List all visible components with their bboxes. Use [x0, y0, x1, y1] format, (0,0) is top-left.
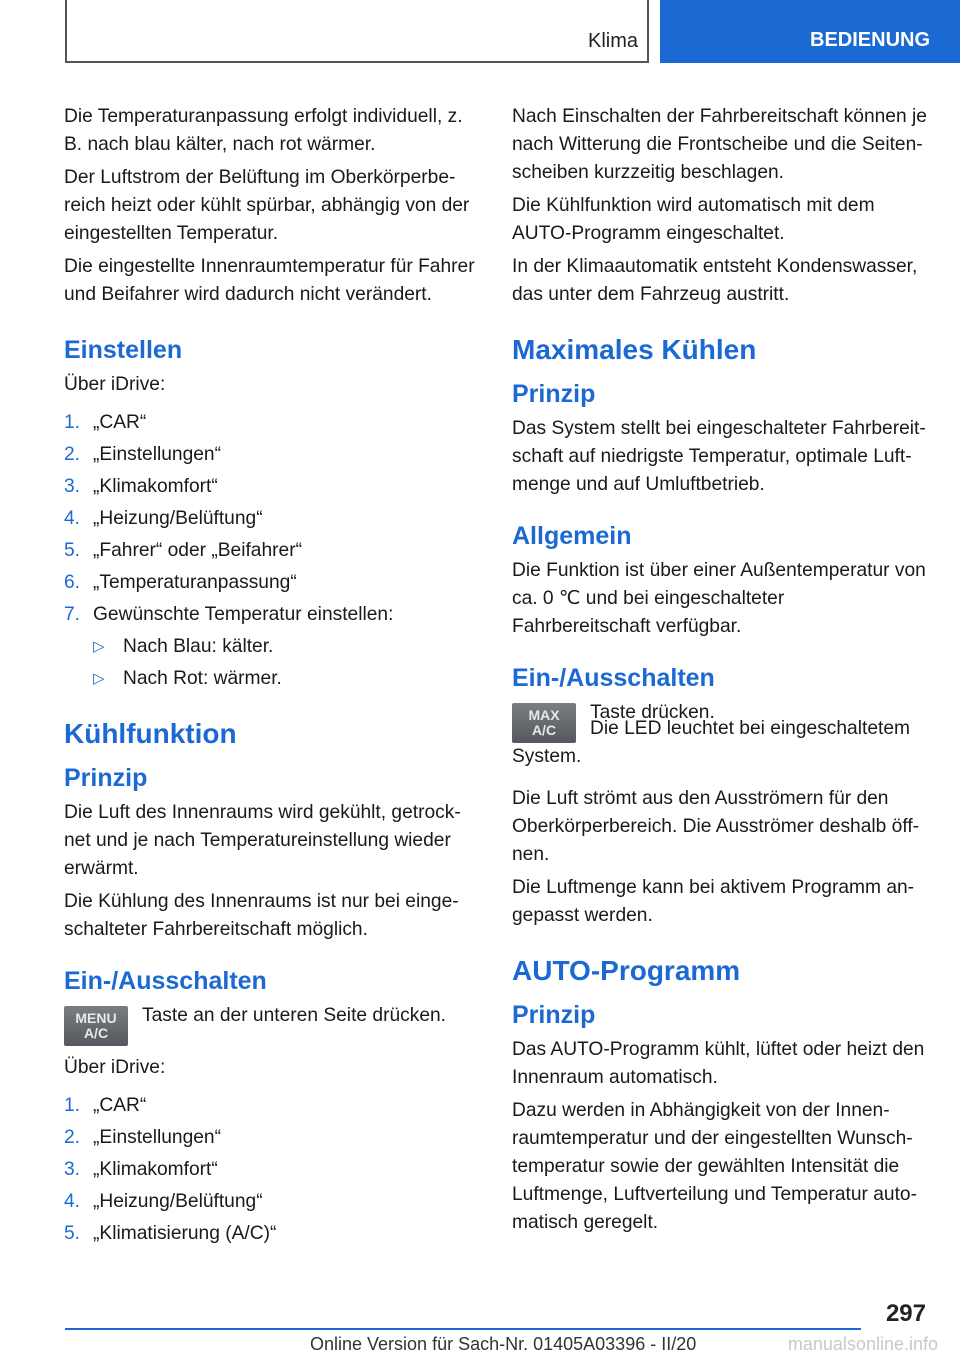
paragraph: Über iDrive: [64, 374, 166, 395]
step-number: 2. [64, 1127, 81, 1148]
paragraph: Die Luft strömt aus den Ausströmern für den Oberkörperbereich. Die Ausströmer deshalb öffnen. [512, 788, 920, 865]
step-text: „Klimakomfort“ [93, 476, 218, 497]
paragraph: Die Luftmenge kann bei aktivem Programm angepasst werden. [512, 877, 915, 926]
menu-ac-row [64, 1002, 479, 1046]
button-label: MAX [528, 707, 560, 723]
step-text: „Einstellungen“ [93, 444, 221, 465]
sub-text: Nach Rot: wärmer. [123, 668, 282, 689]
step-text: „Temperaturanpassung“ [93, 572, 297, 593]
button-label: MENU [75, 1010, 117, 1026]
paragraph: Die eingestellte Innenraumtemperatur für Fahrer und Beifahrer wird dadurch nicht verändert. [64, 256, 475, 305]
heading-prinzip: Prinzip [64, 764, 148, 792]
heading-ein-ausschalten: Ein-/Ausschalten [64, 967, 267, 995]
step-text: „Heizung/Belüftung“ [93, 1191, 263, 1212]
step-number: 5. [64, 1223, 81, 1244]
list-item [64, 1092, 479, 1120]
chapter-tab [660, 0, 960, 63]
step-number: 4. [64, 508, 81, 529]
step-number: 2. [64, 444, 81, 465]
menu-ac-button-icon [64, 1006, 128, 1046]
section-title: Klima [587, 30, 638, 52]
list-item [64, 569, 479, 597]
step-text: „Fahrer“ oder „Beifahrer“ [93, 540, 302, 561]
triangle-bullet-icon: ▷ [93, 670, 105, 687]
watermark: manualsonline.info [787, 1334, 938, 1354]
step-number: 3. [64, 476, 81, 497]
paragraph: Die Funktion ist über einer Außentemperatur von ca. 0 ℃ und bei eingeschalteter Fahrbereitschaft verfügbar. [512, 560, 926, 637]
button-label: A/C [531, 722, 557, 738]
list-item [64, 1156, 479, 1184]
heading-prinzip: Prinzip [512, 380, 596, 408]
step-text: „CAR“ [93, 412, 147, 433]
step-text: Gewünschte Temperatur einstellen: [93, 604, 394, 625]
paragraph: Die Luft des Innenraums wird gekühlt, getrocknet und je nach Temperatureinstellung wieder erwärmt. [64, 802, 461, 879]
right-column [512, 103, 927, 1242]
step-text: „CAR“ [93, 1095, 147, 1116]
paragraph: Die Kühlfunktion wird automatisch mit dem AUTO-Programm eingeschaltet. [512, 195, 875, 244]
steps-list-einstellen [64, 409, 479, 629]
left-column [64, 103, 479, 1252]
step-number: 6. [64, 572, 81, 593]
paragraph: Die Temperaturanpassung erfolgt individuell, z. B. nach blau kälter, nach rot wärmer. [64, 106, 463, 155]
step-number: 5. [64, 540, 81, 561]
paragraph: Taste an der unteren Seite drücken. [142, 1005, 446, 1026]
paragraph: Nach Einschalten der Fahrbereitschaft können je nach Witterung die Frontscheibe und die Seitenscheiben kurzzeitig beschlagen. [512, 106, 927, 183]
heading-auto-programm: AUTO-Programm [512, 955, 741, 986]
step-text: „Klimatisierung (A/C)“ [93, 1223, 277, 1244]
paragraph: In der Klimaautomatik entsteht Kondenswasser, das unter dem Fahrzeug austritt. [512, 256, 918, 305]
list-item [64, 409, 479, 437]
step-text: „Einstellungen“ [93, 1127, 221, 1148]
list-item [64, 537, 479, 565]
max-ac-button-icon [512, 703, 576, 743]
footer-divider [65, 1328, 861, 1330]
list-item [64, 473, 479, 501]
step-number: 4. [64, 1191, 81, 1212]
paragraph: Taste drücken. [590, 702, 715, 723]
sub-text: Nach Blau: kälter. [123, 636, 274, 657]
paragraph: Die Kühlung des Innenraums ist nur bei eingeschalteter Fahrbereitschaft möglich. [64, 891, 459, 940]
step-text: „Heizung/Belüftung“ [93, 508, 263, 529]
heading-kuehlfunktion: Kühlfunktion [64, 718, 237, 749]
list-item [64, 1188, 479, 1216]
header-frame [65, 0, 649, 63]
heading-allgemein: Allgemein [512, 522, 632, 550]
chapter-label: BEDIENUNG [810, 29, 931, 51]
sub-item [93, 633, 479, 661]
steps-list-kuehl [64, 1092, 479, 1248]
paragraph: Das AUTO-Programm kühlt, lüftet oder heizt den Innenraum automatisch. [512, 1039, 925, 1088]
step-number: 3. [64, 1159, 81, 1180]
step-number: 1. [64, 1095, 81, 1116]
paragraph: Dazu werden in Abhängigkeit von der Innenraumtemperatur und der eingestellten Wunschtemperatur sowie der gewählten Intensität die Luftmenge, Luftverteilung und Temperatur automatisch geregelt. [512, 1100, 917, 1233]
footer-version: Online Version für Sach-Nr. 01405A03396 - II/20 [310, 1334, 697, 1354]
list-item [64, 441, 479, 469]
heading-prinzip: Prinzip [512, 1001, 596, 1029]
list-item [64, 505, 479, 533]
list-item [64, 601, 479, 629]
step-text: „Klimakomfort“ [93, 1159, 218, 1180]
paragraph: Die LED leuchtet bei eingeschaltetem System. [512, 718, 910, 767]
step-number: 7. [64, 604, 81, 625]
heading-maximales-kuehlen: Maximales Kühlen [512, 334, 757, 365]
triangle-bullet-icon: ▷ [93, 638, 105, 655]
button-label: A/C [83, 1025, 109, 1041]
paragraph: Das System stellt bei eingeschalteter Fahrbereitschaft auf niedrigste Temperatur, optimale Luftmenge und auf Umluftbetrieb. [512, 418, 926, 495]
step-number: 1. [64, 412, 81, 433]
heading-einstellen: Einstellen [64, 336, 183, 364]
list-item [64, 1220, 479, 1248]
sub-item [93, 665, 479, 693]
list-item [64, 1124, 479, 1152]
paragraph: Über iDrive: [64, 1057, 166, 1078]
page-number: 297 [885, 1300, 926, 1327]
heading-ein-ausschalten: Ein-/Ausschalten [512, 664, 715, 692]
paragraph: Der Luftstrom der Belüftung im Oberkörperbereich heizt oder kühlt spürbar, abhängig von der eingestellten Temperatur. [64, 167, 470, 244]
